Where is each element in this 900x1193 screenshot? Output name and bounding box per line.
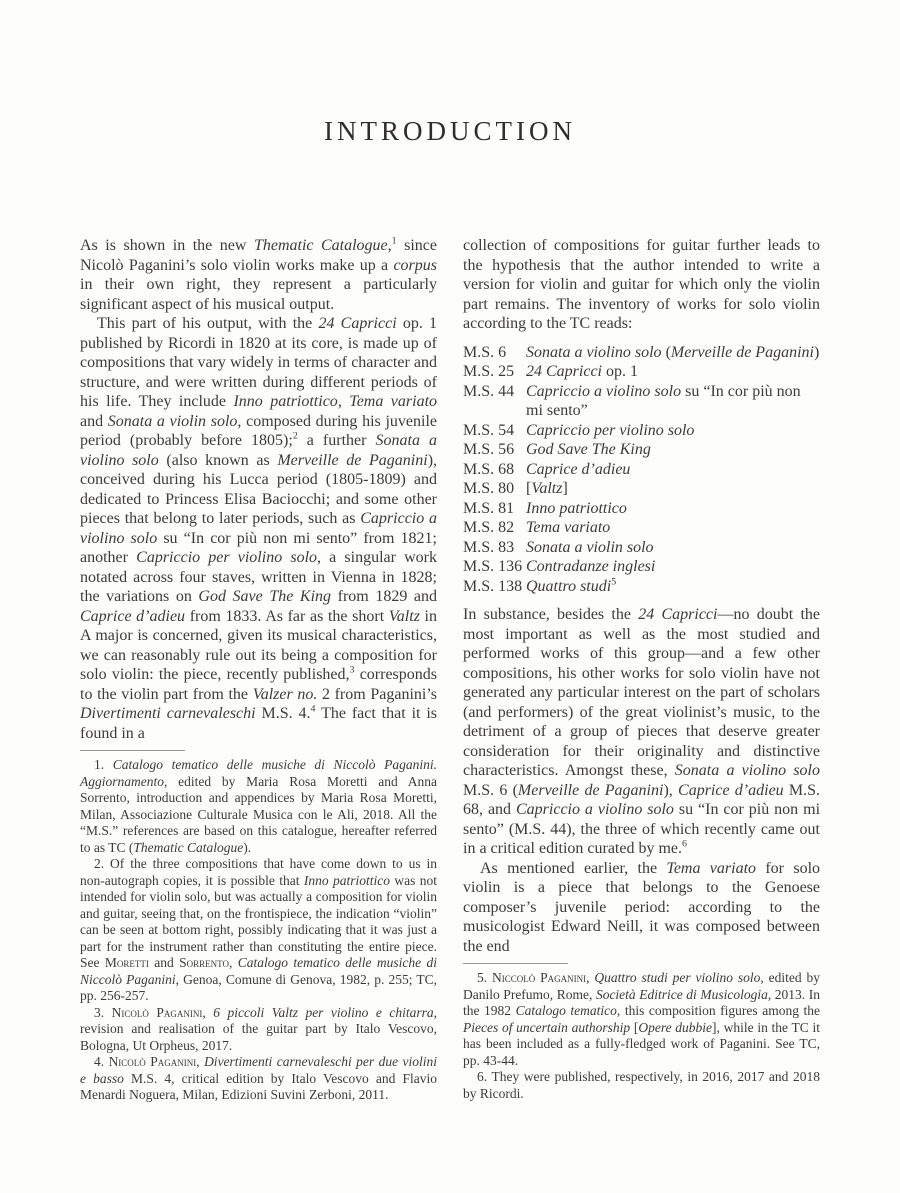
footnote: 5. Niccolò Paganini, Quattro studi per violino solo, edited by Danilo Prefumo, Rome, Società Editrice di Musicologia, 2013. In the 1982 Catalogo tematico, this composition figures among the Pieces of uncertain authorship [Opere dubbie], while in the TC it has been included as a fully-fledged work of Paganini. See TC, pp. 43-44. xyxy=(463,970,820,1068)
ms-number: M.S. 82 xyxy=(463,519,515,536)
ms-number: M.S. 54 xyxy=(463,421,515,439)
ms-title: Contradanze inglesi xyxy=(526,558,656,575)
ms-works-list xyxy=(463,343,820,597)
ms-number: M.S. 83 xyxy=(463,538,515,556)
ms-item xyxy=(463,440,820,460)
ms-title: Tema variato xyxy=(526,519,611,536)
footnote: 3. Nicolò Paganini, 6 piccoli Valtz per violino e chitarra, revision and realisation of the guitar part by Italo Vescovo, Bologna, Ut Orpheus, 2017. xyxy=(80,1004,438,1053)
ms-number: M.S. 80 xyxy=(463,480,515,497)
ms-number: M.S. 25 xyxy=(463,363,515,380)
body-paragraph: collection of compositions for guitar further leads to the hypothesis that the author intended to write a version for violin and guitar for which only the violin part remains. The inventory of works for solo violin according to the TC reads: xyxy=(463,237,820,332)
ms-item xyxy=(463,518,820,538)
ms-number: M.S. 138 xyxy=(463,577,523,595)
body-paragraph: In substance, besides the 24 Capricci—no doubt the most important as well as the most studied and performed works of this group—and a few other compositions, his other works for solo violin have not generated any particular interest on the part of scholars (and performers) of the great violinist’s music, to the detriment of a group of pieces that deserve greater consideration for their originality and distinctive characteristics. Amongst these, Sonata a violino solo M.S. 6 (Merveille de Paganini), Caprice d’adieu M.S. 68, and Capriccio a violino solo su “In cor più non mi sento” (M.S. 44), the three of which recently came out in a critical edition curated by me.$^6$ xyxy=(463,606,821,857)
ms-item xyxy=(463,557,820,577)
right-footnotes xyxy=(463,970,820,1102)
ms-title: God Save The King xyxy=(526,441,651,458)
footnote-separator xyxy=(463,963,568,964)
ms-number: M.S. 68 xyxy=(463,460,515,478)
ms-item xyxy=(463,382,820,421)
ms-title: Capriccio a violino solo su “In cor più non mi sento” xyxy=(526,382,801,419)
ms-number: M.S. 56 xyxy=(463,441,515,458)
ms-item xyxy=(463,538,820,558)
page-title: INTRODUCTION xyxy=(324,116,576,146)
right-body xyxy=(463,605,820,956)
footnote: 6. They were published, respectively, in 2016, 2017 and 2018 by Ricordi. xyxy=(463,1069,820,1101)
left-body xyxy=(80,236,437,743)
footnote-separator xyxy=(80,750,185,751)
ms-number: M.S. 6 xyxy=(463,343,507,361)
ms-item xyxy=(463,577,820,597)
ms-title: Inno patriottico xyxy=(526,499,627,517)
ms-item xyxy=(463,362,820,382)
ms-item xyxy=(463,460,820,480)
ms-item xyxy=(463,499,820,519)
right-column xyxy=(463,236,820,1104)
ms-item xyxy=(463,421,820,441)
left-footnotes xyxy=(80,757,437,1104)
footnote: 1. Catalogo tematico delle musiche di Niccolò Paganini. Aggiornamento, edited by Maria Rosa Moretti and Anna Sorrento, introduction and appendices by Maria Rosa Moretti, Milan, Associazione Culturale Musica con le Ali, 2018. All the “M.S.” references are based on this catalogue, hereafter referred to as TC (Thematic Catalogue). xyxy=(80,757,438,855)
ms-title: Sonata a violino solo (Merveille de Paganini) xyxy=(526,343,820,361)
body-paragraph: As mentioned earlier, the Tema variato for solo violin is a piece that belongs to the Genoese composer’s juvenile period: according to the musicologist Edward Neill, it was composed between the end xyxy=(463,859,821,955)
ms-title: 24 Capricci op. 1 xyxy=(526,363,638,380)
ms-title: Sonata a violin solo xyxy=(526,538,654,556)
ms-item xyxy=(463,479,820,499)
ms-number: M.S. 81 xyxy=(463,499,515,517)
footnote: 4. Nicolò Paganini, Divertimenti carnevaleschi per due violini e basso M.S. 4, critical edition by Italo Vescovo and Flavio Menardi Noguera, Milan, Edizioni Suvini Zerboni, 2011. xyxy=(80,1054,437,1102)
ms-number: M.S. 136 xyxy=(463,558,523,575)
two-column-layout xyxy=(80,236,820,1104)
ms-title: Caprice d’adieu xyxy=(526,460,631,478)
ms-title: Quattro studi$^5$ xyxy=(526,576,617,595)
ms-title: [Valtz] xyxy=(526,480,568,497)
ms-item xyxy=(463,343,820,363)
ms-title: Capriccio per violino solo xyxy=(526,421,695,439)
body-paragraph: As is shown in the new Thematic Catalogue,$^1$ since Nicolò Paganini’s solo violin works make up a corpus in their own right, they represent a particularly significant aspect of his musical output. xyxy=(80,235,437,313)
footnote: 2. Of the three compositions that have come down to us in non-autograph copies, it is possible that Inno patriottico was not intended for violin solo, but was actually a composition for violin and guitar, seeing that, on the frontispiece, the indication “violin” can be seen at bottom right, possibly indicating that it was just a part for the instrument rather than constituting the entire piece. See Moretti and Sorrento, Catalogo tematico delle musiche di Niccolò Paganini, Genoa, Comune di Genova, 1982, p. 255; TC, pp. 256-257. xyxy=(80,856,438,1003)
body-paragraph: This part of his output, with the 24 Capricci op. 1 published by Ricordi in 1820 at its core, is made up of compositions that vary widely in terms of character and structure, and were written during different periods of his life. They include Inno patriottico, Tema variato and Sonata a violin solo, composed during his juvenile period (probably before 1805);$^2$ a further Sonata a violino solo (also known as Merveille de Paganini), conceived during his Lucca period (1805-1809) and dedicated to Princess Elisa Baciocchi; and some other pieces that belong to later periods, such as Capriccio a violino solo su “In cor più non mi sento” from 1821; another Capriccio per violino solo, a singular work notated across four staves, written in Vienna in 1828; the variations on God Save The King from 1829 and Caprice d’adieu from 1833. As far as the short Valtz in A major is concerned, given its musical characteristics, we can reasonably rule out its being a composition for solo violin: the piece, recently published,$^3$ corresponds to the violin part from the Valzer no. 2 from Paganini’s Divertimenti carnevaleschi M.S. 4.$^4$ The fact that it is found in a xyxy=(80,315,438,742)
ms-number: M.S. 44 xyxy=(463,382,515,400)
left-column xyxy=(80,236,437,1104)
